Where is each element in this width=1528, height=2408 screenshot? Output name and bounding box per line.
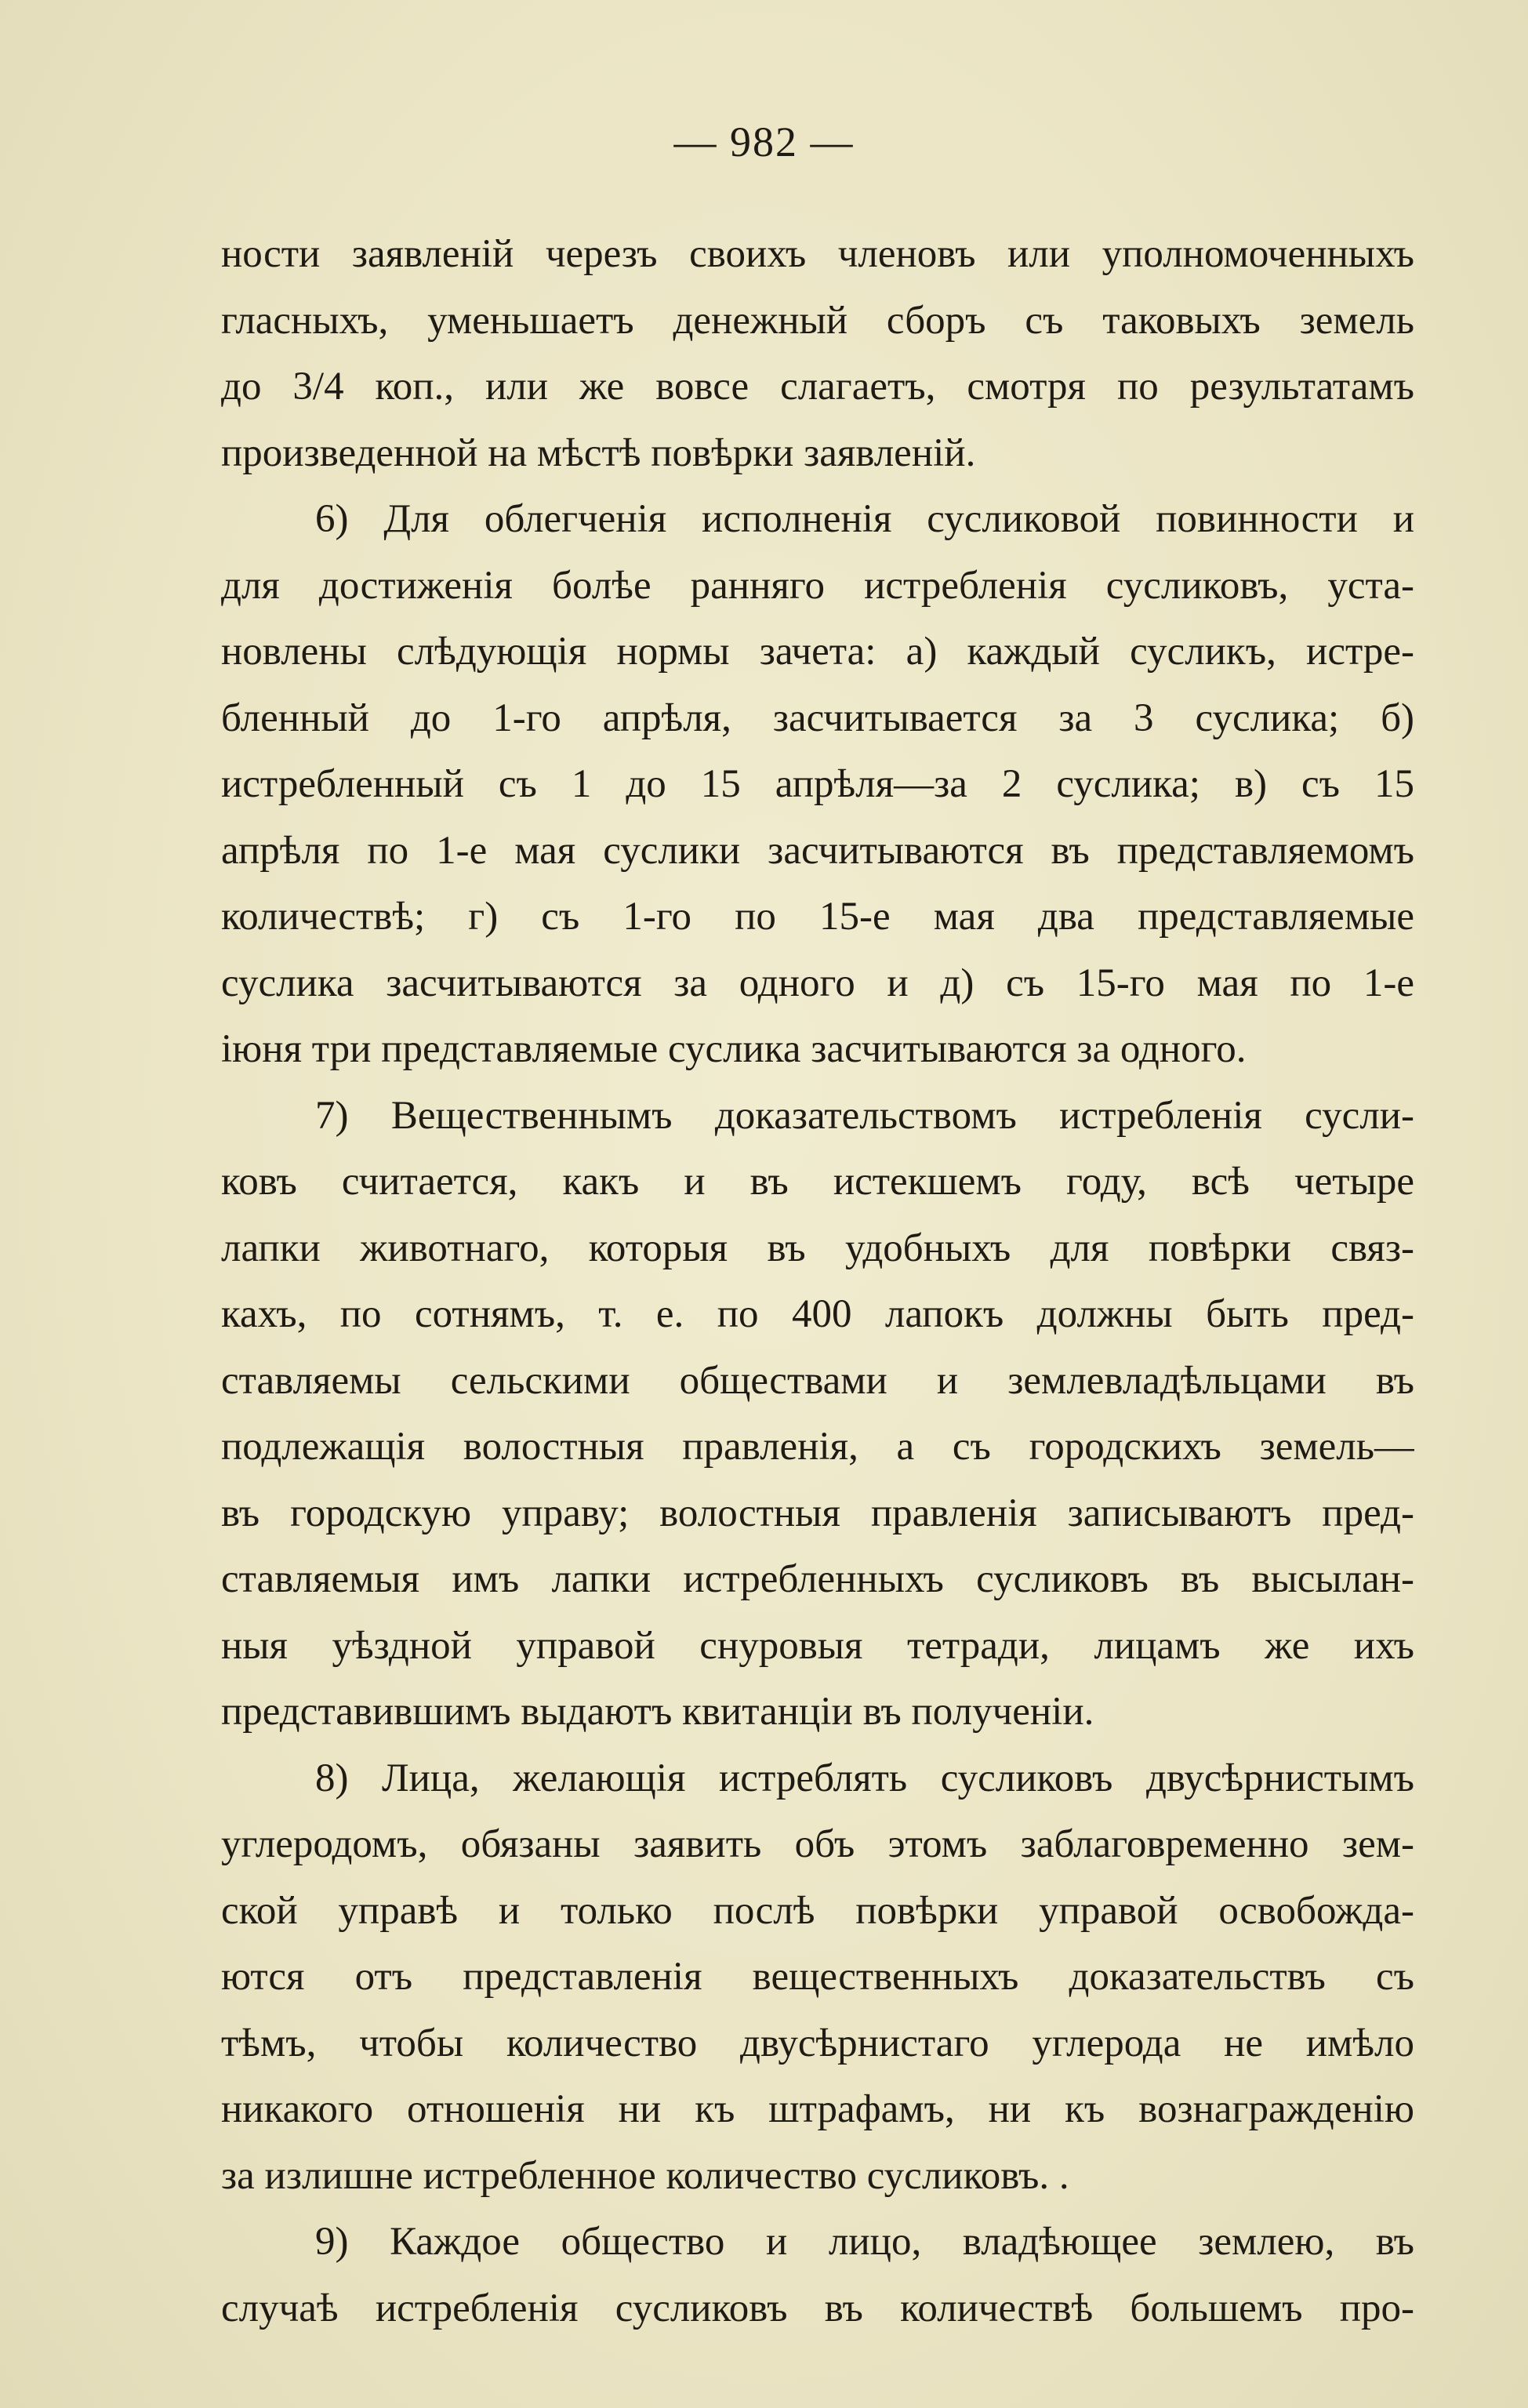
text-line: въ городскую управу; волостныя правленія записываютъ пред-: [221, 1491, 1414, 1535]
text-line: гласныхъ, уменьшаетъ денежный сборъ съ таковыхъ земель: [221, 298, 1414, 343]
text-line: ской управѣ и только послѣ повѣрки управой освобожда-: [221, 1888, 1414, 1933]
text-line: тѣмъ, чтобы количество двусѣрнистаго углерода не имѣло: [221, 2021, 1414, 2065]
text-line: для достиженія болѣе ранняго истребленія сусликовъ, уста-: [221, 563, 1414, 608]
text-line: лапки животнаго, которыя въ удобныхъ для повѣрки связ-: [221, 1226, 1414, 1270]
text-line: новлены слѣдующія нормы зачета: а) каждый сусликъ, истре-: [221, 630, 1414, 674]
text-line: подлежащія волостныя правленія, а съ городскихъ земель—: [221, 1425, 1414, 1469]
text-line: ставляемыя имъ лапки истребленныхъ сусликовъ въ высылан-: [221, 1557, 1414, 1601]
text-line: истребленный съ 1 до 15 апрѣля—за 2 суслика; в) съ 15: [221, 762, 1414, 806]
text-line: апрѣля по 1-е мая суслики засчитываются въ представляемомъ: [221, 828, 1414, 873]
text-line: ковъ считается, какъ и въ истекшемъ году, всѣ четыре: [221, 1160, 1414, 1204]
text-line: 7) Вещественнымъ доказательствомъ истребленія сусли-: [315, 1093, 1414, 1138]
text-line: произведенной на мѣстѣ повѣрки заявленій.: [221, 430, 976, 475]
text-line: за излишне истребленное количество сусликовъ. .: [221, 2153, 1069, 2198]
text-line: до 3/4 коп., или же вовсе слагаетъ, смотря по результатамъ: [221, 365, 1414, 409]
text-line: суслика засчитываются за одного и д) съ 15-го мая по 1-е: [221, 961, 1414, 1005]
text-line: ныя уѣздной управой снуровыя тетради, лицамъ же ихъ: [221, 1623, 1414, 1668]
text-line: 8) Лица, желающія истреблять сусликовъ двусѣрнистымъ: [315, 1756, 1414, 1800]
text-line: случаѣ истребленія сусликовъ въ количествѣ большемъ про-: [221, 2286, 1414, 2330]
text-line: 9) Каждое общество и лицо, владѣющее землею, въ: [315, 2220, 1414, 2264]
text-line: бленный до 1-го апрѣля, засчитывается за 3 суслика; б): [221, 696, 1414, 740]
text-line: кахъ, по сотнямъ, т. е. по 400 лапокъ должны быть пред-: [221, 1292, 1414, 1336]
text-line: 6) Для облегченія исполненія сусликовой повинности и: [315, 497, 1414, 541]
page-number: — 982 —: [673, 118, 855, 165]
text-line: представившимъ выдаютъ квитанціи въ полученіи.: [221, 1690, 1094, 1734]
text-line: углеродомъ, обязаны заявить объ этомъ заблаговременно зем-: [221, 1822, 1414, 1866]
text-line: количествѣ; г) съ 1-го по 15-е мая два представляемые: [221, 895, 1414, 939]
text-line: ются отъ представленія вещественныхъ доказательствъ съ: [221, 1955, 1414, 1999]
text-line: ставляемы сельскими обществами и землевладѣльцами въ: [221, 1358, 1414, 1403]
body-text: [221, 221, 1414, 2341]
text-line: іюня три представляемые суслика засчитываются за одного.: [221, 1027, 1247, 1071]
text-line: ности заявленій черезъ своихъ членовъ или уполномоченныхъ: [221, 232, 1414, 276]
text-line: никакого отношенія ни къ штрафамъ, ни къ вознагражденію: [221, 2087, 1414, 2131]
